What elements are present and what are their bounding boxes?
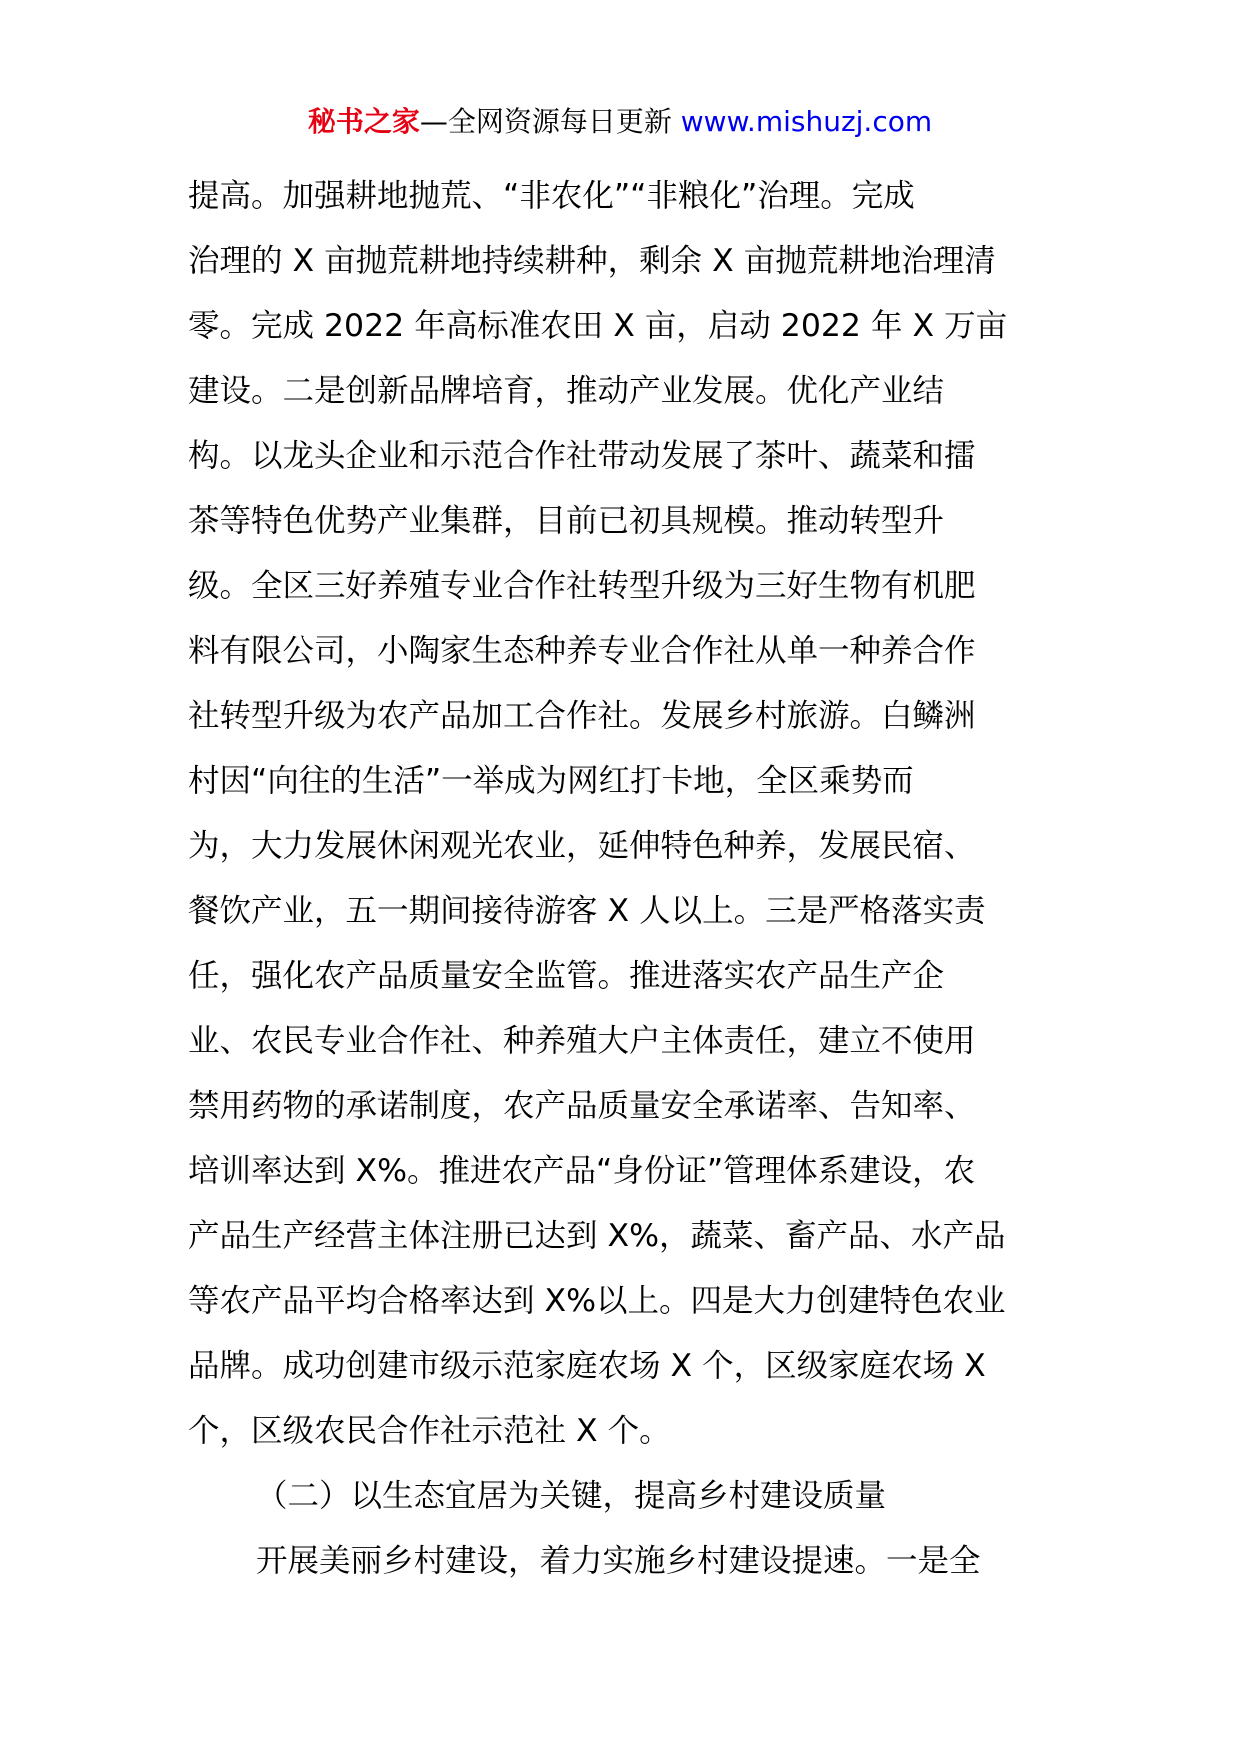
text-line: 产品生产经营主体注册已达到 X%，蔬菜、畜产品、水产品: [188, 1218, 1006, 1254]
text-line: 治理的 X 亩抛荒耕地持续耕种，剩余 X 亩抛荒耕地治理清: [188, 243, 996, 279]
header-brand: 秘书之家: [307, 105, 420, 138]
text-line: 任，强化农产品质量安全监管。推进落实农产品生产企: [188, 958, 945, 994]
text-line: 茶等特色优势产业集群，目前已初具规模。推动转型升: [188, 503, 945, 539]
text-line: 个，区级农民合作社示范社 X 个。: [188, 1413, 671, 1449]
header-url-link[interactable]: www.mishuzj.com: [680, 105, 933, 138]
text-line: 培训率达到 X%。推进农产品“身份证”管理体系建设，农: [188, 1153, 976, 1189]
text-line: 餐饮产业，五一期间接待游客 X 人以上。三是严格落实责: [188, 893, 986, 929]
text-line: 提高。加强耕地抛荒、“非农化”“非粮化”治理。完成: [188, 178, 915, 214]
section-heading: （二）以生态宜居为关键，提高乡村建设质量: [256, 1478, 887, 1514]
text-line: 社转型升级为农产品加工合作社。发展乡村旅游。白鳞洲: [188, 698, 976, 734]
text-line: 建设。二是创新品牌培育，推动产业发展。优化产业结: [188, 373, 945, 409]
text-line: 品牌。成功创建市级示范家庭农场 X 个，区级家庭农场 X: [188, 1348, 986, 1384]
text-line: 为，大力发展休闲观光农业，延伸特色种养，发展民宿、: [188, 828, 976, 864]
text-line: 等农产品平均合格率达到 X%以上。四是大力创建特色农业: [188, 1283, 1006, 1319]
text-line: 构。以龙头企业和示范合作社带动发展了茶叶、蔬菜和擂: [188, 438, 976, 474]
page-header: [0, 100, 1240, 144]
paragraph-start-line: 开展美丽乡村建设，着力实施乡村建设提速。一是全: [256, 1543, 981, 1579]
document-body: [188, 164, 1056, 1594]
text-line: 零。完成 2022 年高标准农田 X 亩，启动 2022 年 X 万亩: [188, 308, 1008, 344]
text-line: 禁用药物的承诺制度，农产品质量安全承诺率、告知率、: [188, 1088, 976, 1124]
header-tagline: —全网资源每日更新: [419, 105, 681, 138]
text-line: 级。全区三好养殖专业合作社转型升级为三好生物有机肥: [188, 568, 976, 604]
text-line: 料有限公司，小陶家生态种养专业合作社从单一种养合作: [188, 633, 976, 669]
text-line: 业、农民专业合作社、种养殖大户主体责任，建立不使用: [188, 1023, 976, 1059]
text-line: 村因“向往的生活”一举成为网红打卡地，全区乘势而: [188, 763, 914, 799]
